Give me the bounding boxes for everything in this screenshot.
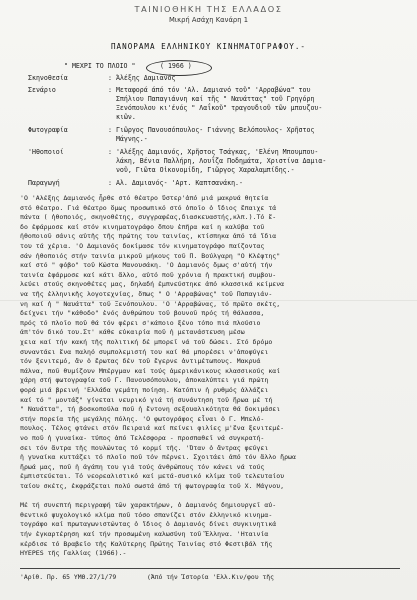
body-line: " Ναυάττα", τή βοσκοπούλα ποῦ ἡ ἔντονη σεξουαλικότητα θά δοκιμάσει bbox=[20, 405, 281, 414]
body-line: καί στό " φόβο" τοῦ Κώστα Μανουσάκη. 'Ο Δαμιανός ὅμως σ'αὐτή τήν bbox=[20, 261, 273, 270]
credit-value-screenplay-1: : Μεταφορά άπό τόν 'Αλ. Δαμιανό τοῦ" 'Αρραβώνα" του bbox=[108, 86, 311, 94]
body-line: λεύει στούς σκηνοθέτες μας, δηλαδή ἐμπνεύστηκε ἀπό κλασσικά κείμενα bbox=[20, 280, 285, 289]
body-line: νο ποῦ ἡ γυναίκα- τύπος ἀπό Τελέσφορα - προσπαθεῖ νά συγκρατή- bbox=[20, 434, 265, 442]
body-line: πρός τό πλοῖο ποῦ θά τόν φέρει σ'κάποιο ξένο τόπο πιά πλούσιο bbox=[20, 318, 261, 327]
body-line: ἥρωά μας, ποῦ ἡ ἀγάπη του γιά τούς ἀνθρώπους τόν κάνει νά τούς bbox=[20, 462, 265, 471]
document-title: ΠΑΝΟΡΑΜΑ ΕΛΛΗΝΙΚΟΥ ΚΙΝΗΜΑΤΟΓΡΑΦΟΥ.- bbox=[110, 42, 306, 51]
credit-value-photography-2: Μάγνης.- bbox=[108, 135, 148, 143]
body-line: χάρη στή φωτογραφία τοῦ Γ. Πανουσόπουλου, ἀποκαλύπτει γιά πρώτη bbox=[20, 376, 269, 385]
body-line: τόν ξενιτεμό, ἄν ὁ ἔρωτας δέν τοῦ ἔγερνε ἀντιμέτωπους. Μακρυά bbox=[20, 357, 261, 366]
credit-value-production: : Αλ. Δαμιανός- 'Αρτ. Καπτσανάκη.- bbox=[108, 179, 243, 187]
body-line: στήν πορεία τῆς μεγάλης πόλης. 'Ο φωτογράφος εἶναι ὁ Γ. Μπελό- bbox=[20, 414, 265, 423]
body-line: δείχνει τήν "κάθοδο" ἑνός ἀνθρώπου τοῦ βουνοῦ πρός τή θάλασσα, bbox=[20, 309, 265, 318]
body-line: ἠθοποιοῦ σάνις αὐτῆς τῆς πρώτης του ταινίας, κτίσπηκα ἀπό τά ἴδια bbox=[20, 232, 277, 241]
credit-value-screenplay-4: κιῶν. bbox=[108, 113, 136, 121]
body-line: ἐμπιστεύεται. Τό νεορεαλιστικό καί μετά-συσικό κλίμα τοῦ τελευταίου bbox=[20, 472, 285, 481]
body-line: να τῆς ἑλληνικῆς λογοτεχνίας, ὅπως " Ο 'Αρραβώνας" τοῦ Παπαγιάν- bbox=[20, 290, 273, 298]
body-line: χεια καί τήν κακή τῆς πολιτική δέ μπορεῖ νά τοῦ δώσει. Στό δρόμο bbox=[20, 338, 273, 346]
body-line: τογράφο καί πρωταγωνιστώντας ὁ ἴδιος ὁ Δαμιανός δίνει συγκινητικά bbox=[20, 520, 277, 529]
credit-value-photography-1: : Γιῶργος Πανουσόπουλος- Γιάννης Βελόπουλος- Χρῆστος bbox=[108, 126, 315, 134]
paper-fold-line bbox=[0, 300, 417, 301]
body-line: στό θέατρο. Γιά θέατρο ὅμως προσωπικό στό ὁποῖο ὁ ἴδιος ἔπαιχε τά bbox=[20, 203, 277, 212]
archive-header: ΤΑΙΝΙΟΘΗΚΗ ΤΗΣ ΕΛΛΑΔΟΣ bbox=[134, 4, 283, 14]
credit-label-photography: Φωτογραφία bbox=[28, 126, 68, 134]
archive-address: Μικρή Ασάχη Κανάρη 1 bbox=[168, 16, 249, 24]
credit-value-actors-2: λάκη, Βένια Παλλήρη, Λουΐζα Ποδημάτα, Χριστίνα Δαμια- bbox=[108, 157, 327, 165]
body-line: ΗΥΕΡΕS τῆς Γαλλίας (1966).- bbox=[20, 549, 127, 558]
credit-value-actors-1: : 'Αλέξης Δαμιανός, Χρῆστος Τσάγκας, 'Ελένη Μπουμπου- bbox=[108, 148, 319, 156]
body-line: νη καί ἡ " Ναυάττα" τοῦ Ξενόπουλου. 'Ο 'Αρραβώνας, τό πρῶτο σκέτς, bbox=[20, 299, 281, 308]
credit-label-screenplay: Σενάριο bbox=[28, 86, 56, 94]
credit-value-actors-3: νοῦ, Γιῶτα Οἰκονομίδη, Γιῶργος Χαραλαμπίδης.- bbox=[108, 166, 295, 174]
body-line: πάλνα, ποῦ θυμίζουν Μπέργμαν καί τούς ἀμερικάνικους κλασσικούς καί bbox=[20, 366, 281, 375]
body-line: τήν ἐγκαρτέρηση καί τήν προσωμένη καλωσύνη τοῦ Ἕλληνα. 'Ηταινία bbox=[20, 530, 269, 538]
body-line: σει τόν ἄντρα τῆς πουλώντας τό κορμί τῆς. 'Όταν ὁ ἄντρας φεύγει bbox=[20, 443, 269, 452]
body-line: κέρδισε τό Βραβεῖο τῆς Καλύτερης Πρώτης Ταινίας στό Φεστιβάλ τῆς bbox=[20, 539, 273, 548]
body-line: ταινία ἐφάρμοσε καί κάτι ἄλλο, αὐτό ποῦ χρόνια ἡ πρακτική συμβου- bbox=[20, 270, 277, 279]
body-line: συναντάει ἕνα παληό συμπολεμιστή του καί θά μπορέσει ν'ἀποφύγει bbox=[20, 347, 269, 356]
body-line: πουλος. Τέλος φτάνει στόν Πειραιά καί πείνει φιλίες μ'ἕνα ξενιτεμέ- bbox=[20, 424, 285, 433]
credit-label-actors: 'Ηθοποιοί bbox=[28, 148, 64, 156]
credit-label-direction: Σκηνοθεσία bbox=[28, 74, 68, 82]
body-line: ταίου σκέτς, ἐκφράζεται πολύ σωστά ἀπό τή φωτογραφία τοῦ Χ. Μάγνου, bbox=[20, 482, 285, 490]
body-line: ἀπ'τόν δικό του.Στ' κάθε εὐκαιρία ποῦ ἡ μετανάστευση μέσω bbox=[20, 328, 245, 337]
credit-label-production: Παραγωγή bbox=[28, 179, 60, 187]
body-line: 'Ο 'Αλέξης Δαμιανός ἦρθε στό θέατρο ὕστερ'ἀπό μιά μακρυά θητεία bbox=[20, 194, 269, 202]
credit-value-screenplay-3: Ξενόπουλου κι'ένός " Λαΐκοῦ" τραγουδιοῦ τῶν μπουζου- bbox=[108, 104, 323, 112]
body-line: Μέ τή συνεπτή περιγραφή τῶν χαρακτήρων, ὁ Δαμιανός δημιουργεῖ αὐ- bbox=[20, 501, 277, 510]
credit-value-screenplay-2: Σπήλιου Παπαγιάννη καί τῆς " Ναυάττας" τοῦ Γρηγόρη bbox=[108, 95, 315, 103]
body-line: σάν ἠθοποιός στήν ταινία μικροῦ μήκους τοῦ Π. Βούλγαρη "Ο Κλέφτης" bbox=[20, 251, 281, 260]
footer-divider bbox=[20, 568, 400, 569]
footer-reference: 'Αρίθ. Πρ. 65 ΥΜΘ.27/1/79 (Ἀπό τήν Ἱστορία 'Ελλ.Κιν/φου τῆς bbox=[20, 573, 274, 581]
body-line: καί τό " μοντάζ" γίνεται νευρικό γιά τή συνάντηση τοῦ ἥρωα μέ τή bbox=[20, 395, 273, 404]
body-line: πάντα ( ἠθοποιός, σκηνοθέτης, συγγραφέας,διασκευαστής,κλπ.).Τό ἔ- bbox=[20, 213, 277, 222]
body-line: δο ἐφάρμοσε καί στόν κινηματογράφο ὅπου ἐπῆρα καί η καλύβα τοῦ bbox=[20, 222, 265, 231]
body-line: του τά χέρια. 'Ο Δαμιανός δοκίμασε τόν κινηματογράφο παίζοντας bbox=[20, 242, 265, 250]
film-year: ( 1966 ) bbox=[160, 62, 192, 70]
credit-value-direction: : Άλέξης Δαμιανός bbox=[108, 74, 176, 82]
body-line: φορά μιά βρεινή 'Ελλάδα γεμάτη ποίηση. Κατόπιν ἡ ρυθμός ἀλλάζει bbox=[20, 386, 269, 394]
film-title: " ΜΕΧΡΙ ΤΟ ΠΛΟΙΟ " bbox=[64, 62, 136, 70]
body-line: ἡ γυναίκα κυττάζει τό πλοῖο ποῦ τόν πέρνει. Σχοιτάει ἀπό τόν ἄλλο ἥρωα bbox=[20, 453, 296, 462]
body-line: θεντικό ψυχολογικό κλίμα ποῦ τόσο σπανίζει στόν ἑλληνικό κινημα- bbox=[20, 510, 273, 519]
